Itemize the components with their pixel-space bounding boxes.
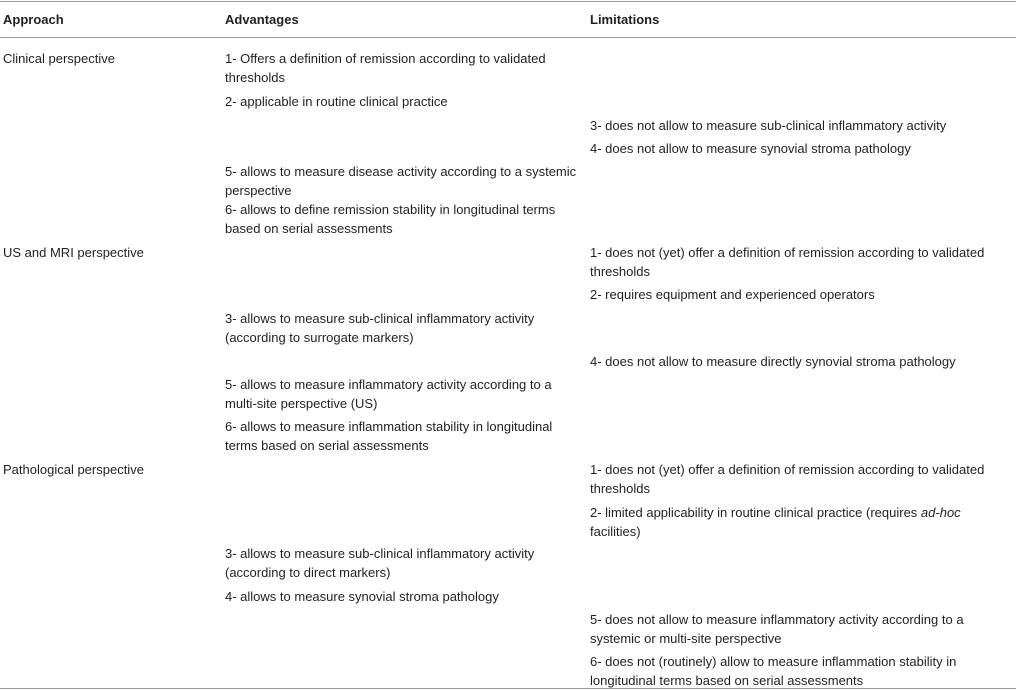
us-mri-limitation-1: 1- does not (yet) offer a definition of remission according to validated thresholds [590, 245, 985, 279]
clinical-advantage-5: 5- allows to measure disease activity according to a systemic perspective [225, 164, 577, 198]
pathological-advantage-3: 3- allows to measure sub-clinical inflammatory activity (according to direct markers) [225, 546, 535, 580]
header-limitations: Limitations [590, 12, 660, 27]
us-mri-limitation-4: 4- does not allow to measure directly synovial stroma pathology [590, 354, 956, 369]
ad-hoc-emphasis: ad-hoc [920, 505, 961, 520]
approach-clinical: Clinical perspective [3, 51, 115, 66]
clinical-limitation-3: 3- does not allow to measure sub-clinical inflammatory activity [590, 118, 947, 133]
header-advantages: Advantages [225, 12, 299, 27]
approach-pathological: Pathological perspective [3, 462, 144, 477]
us-mri-advantage-6: 6- allows to measure inflammation stability in longitudinal terms based on serial assessments [225, 419, 553, 453]
us-mri-limitation-2: 2- requires equipment and experienced operators [590, 287, 875, 302]
header-rule [0, 37, 1016, 38]
approach-us-mri: US and MRI perspective [3, 245, 144, 260]
us-mri-advantage-5: 5- allows to measure inflammatory activity according to a multi-site perspective (US) [225, 377, 552, 411]
us-mri-advantage-3: 3- allows to measure sub-clinical inflammatory activity (according to surrogate markers) [225, 311, 535, 345]
limitation-2-text-start: 2- limited applicability in routine clinical practice (requires [590, 505, 921, 520]
header-approach: Approach [3, 12, 64, 27]
pathological-limitation-1: 1- does not (yet) offer a definition of remission according to validated thresholds [590, 462, 985, 496]
pathological-advantage-4: 4- allows to measure synovial stroma pathology [225, 589, 499, 604]
pathological-limitation-5: 5- does not allow to measure inflammatory activity according to a systemic or multi-site perspective [590, 612, 964, 646]
limitation-2-text-end: facilities) [590, 524, 641, 539]
clinical-limitation-4: 4- does not allow to measure synovial stroma pathology [590, 141, 911, 156]
table-bottom-rule [0, 688, 1016, 689]
pathological-limitation-6: 6- does not (routinely) allow to measure inflammation stability in longitudinal terms based on serial assessments [590, 654, 957, 688]
pathological-limitation-2 [590, 503, 1012, 541]
clinical-advantage-1: 1- Offers a definition of remission according to validated thresholds [225, 51, 546, 85]
clinical-advantage-6: 6- allows to define remission stability in longitudinal terms based on serial assessments [225, 202, 556, 236]
clinical-advantage-2: 2- applicable in routine clinical practice [225, 94, 448, 109]
table-top-rule [0, 1, 1016, 2]
